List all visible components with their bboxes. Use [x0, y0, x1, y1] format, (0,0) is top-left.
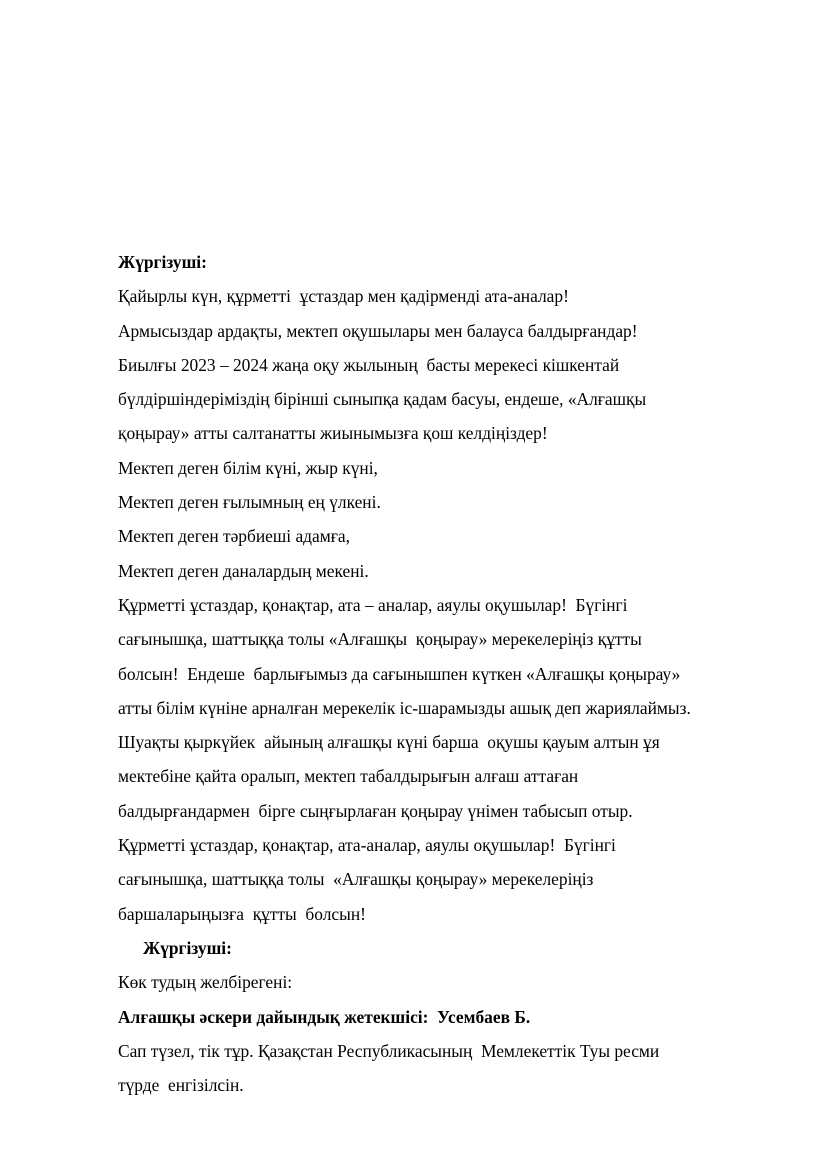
paragraph-line: атты білім күніне арналған мерекелік іс-шарамызды ашық деп жариялаймыз. — [118, 697, 691, 718]
paragraph-line: Құрметті ұстаздар, қонақтар, ата – аналар, аяулы оқушылар! Бүгінгі — [118, 594, 628, 615]
paragraph-line: қоңырау» атты салтанатты жиынымызға қош келдіңіздер! — [118, 423, 548, 444]
paragraph-line: Шуақты қыркүйек айының алғашқы күні барша оқушы қауым алтын ұя — [118, 732, 660, 753]
poem-line: Мектеп деген тәрбиеші адамға, — [118, 526, 350, 547]
speaker-heading-host: Жүргізуші: — [118, 252, 207, 272]
paragraph-line: Сап түзел, тік тұр. Қазақстан Республикасының Мемлекеттік Туы ресми — [118, 1040, 660, 1061]
paragraph-line: Құрметті ұстаздар, қонақтар, ата-аналар, аяулы оқушылар! Бүгінгі — [118, 835, 616, 856]
speaker-heading-military-instructor: Алғашқы әскери дайындық жетекшісі: Усембаев Б. — [118, 1006, 531, 1027]
paragraph-line: Қайырлы күн, құрметті ұстаздар мен қадірменді ата-аналар! — [118, 286, 569, 307]
paragraph-line: Армысыздар ардақты, мектеп оқушылары мен балауса балдырғандар! — [118, 320, 638, 341]
speaker-heading-host-2: Жүргізуші: — [143, 937, 232, 958]
paragraph-line: мектебіне қайта оралып, мектеп табалдырығын алғаш аттаған — [118, 766, 579, 787]
poem-line: Мектеп деген білім күні, жыр күні, — [118, 457, 378, 478]
paragraph-line: Көк тудың желбірегені: — [118, 972, 293, 993]
paragraph-line: сағынышқа, шаттыққа толы «Алғашқы қоңырау» мерекелеріңіз — [118, 869, 594, 890]
paragraph-line: баршаларыңызға құтты болсын! — [118, 903, 366, 924]
paragraph-line: түрде енгізілсін. — [118, 1075, 244, 1096]
poem-line: Мектеп деген ғылымның ең үлкені. — [118, 492, 381, 513]
poem-line: Мектеп деген даналардың мекені. — [118, 560, 369, 581]
paragraph-line: балдырғандармен бірге сыңғырлаған қоңырау үнімен табысып отыр. — [118, 800, 633, 821]
paragraph-line: бүлдіршіндеріміздің бірінші сыныпқа қадам басуы, ендеше, «Алғашқы — [118, 389, 647, 410]
document-body — [118, 245, 778, 1102]
paragraph-line: болсын! Ендеше барлығымыз да сағынышпен күткен «Алғашқы қоңырау» — [118, 663, 681, 684]
paragraph-line: Биылғы 2023 – 2024 жаңа оқу жылының басты мерекесі кішкентай — [118, 354, 620, 375]
paragraph-line: сағынышқа, шаттыққа толы «Алғашқы қоңырау» мерекелеріңіз құтты — [118, 629, 642, 650]
